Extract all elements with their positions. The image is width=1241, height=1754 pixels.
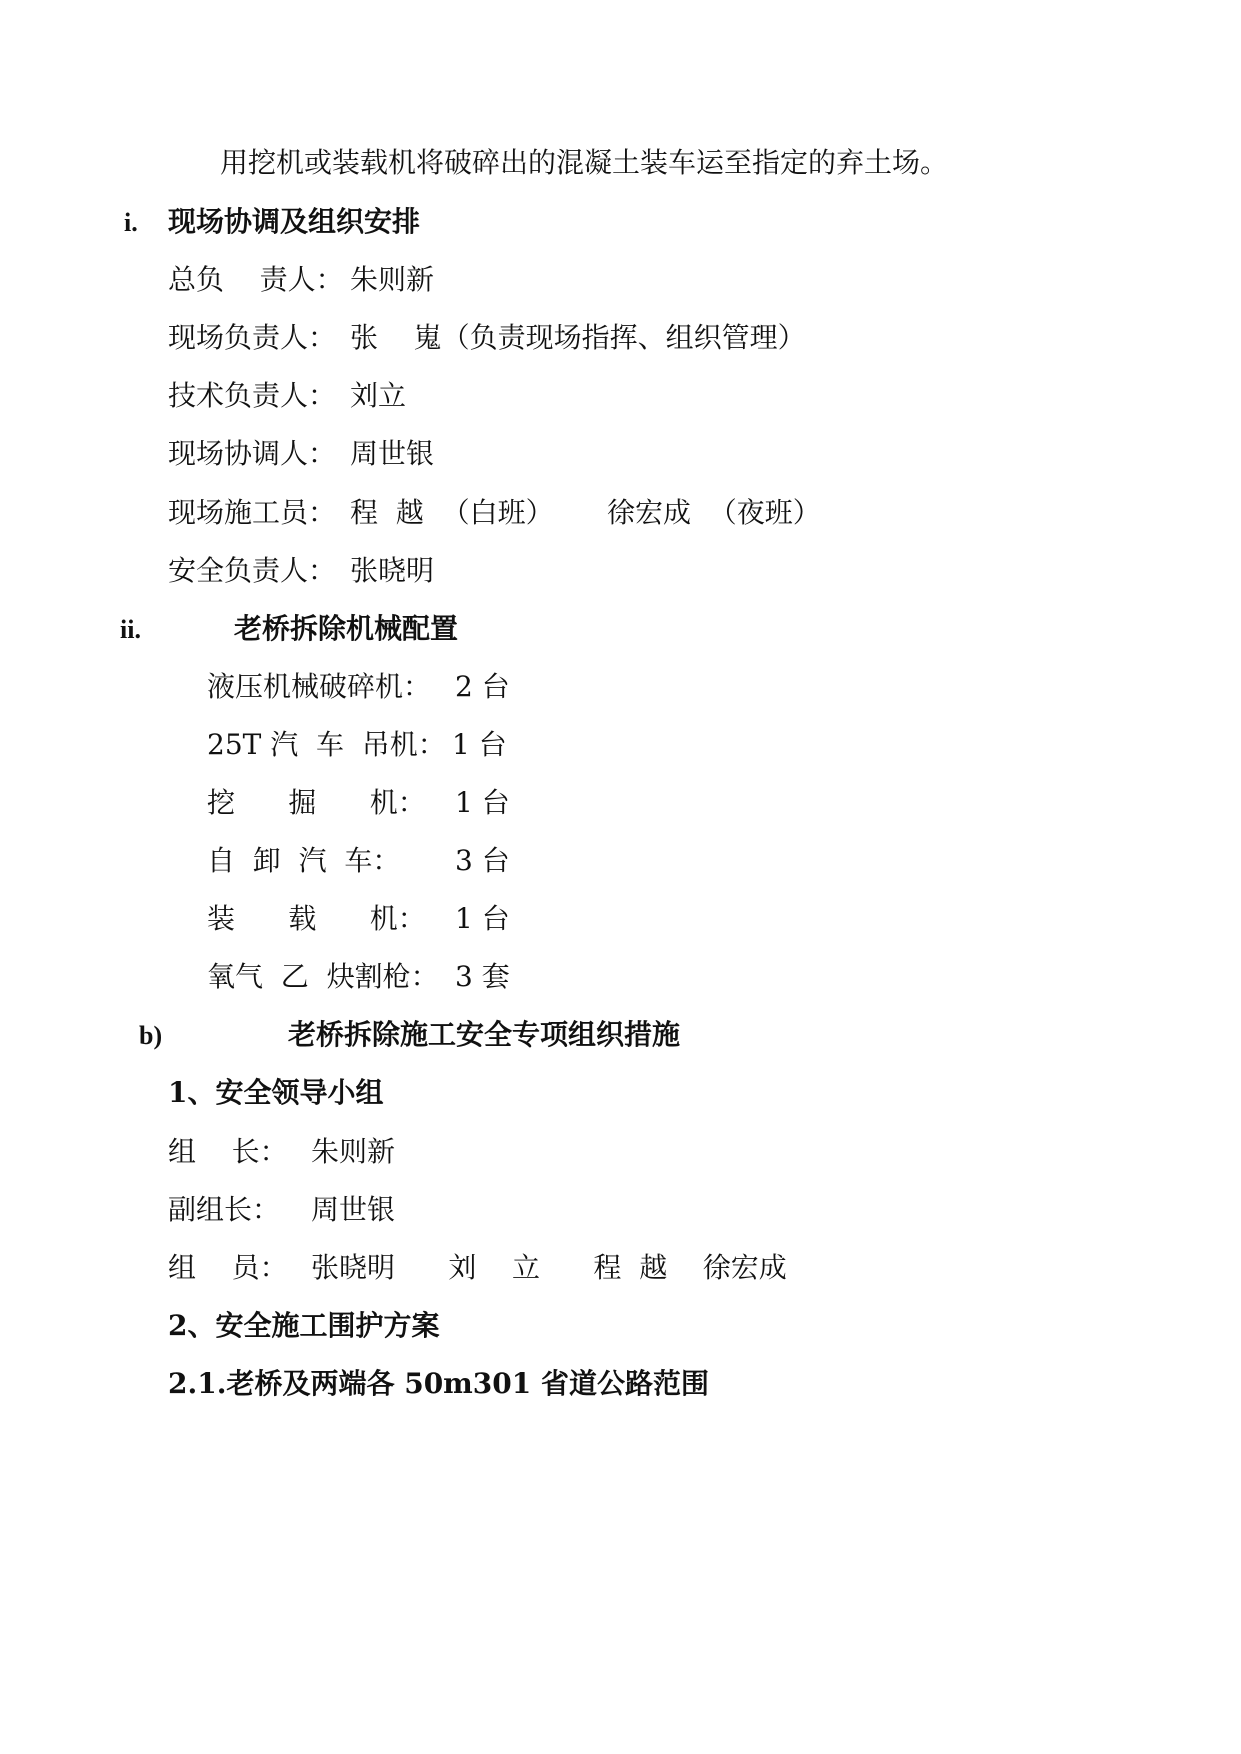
staff-label: 现场协调人：	[168, 437, 337, 470]
machine-label: 装 载 机：	[207, 902, 426, 935]
leader-label: 组 员：	[168, 1251, 288, 1284]
staff-label: 安全负责人：	[168, 554, 337, 587]
machine-label: 氧气 乙 炔割枪：	[207, 960, 439, 993]
section-b-title: 老桥拆除施工安全专项组织措施	[288, 1018, 681, 1051]
machine-count: 1 台	[455, 902, 510, 935]
machine-count: 1 台	[452, 728, 507, 761]
staff-label: 现场负责人：	[168, 321, 337, 354]
staff-value: 周世银	[350, 437, 435, 470]
staff-value: 程 越 （白班） 徐宏成 （夜班）	[350, 496, 821, 529]
intro-paragraph: 用挖机或装载机将破碎出的混凝土装车运至指定的弃土场。	[220, 146, 949, 179]
section-ii-title: 老桥拆除机械配置	[234, 612, 459, 645]
machine-label: 挖 掘 机：	[207, 786, 426, 819]
leader-value: 周世银	[311, 1193, 396, 1226]
subsection-1-title: 1、安全领导小组	[168, 1076, 384, 1109]
staff-value: 张晓明	[350, 554, 435, 587]
staff-value: 刘立	[350, 379, 407, 412]
subsection-2-1-title: 2.1.老桥及两端各 50m301 省道公路范围	[168, 1367, 709, 1400]
leader-label: 组 长：	[168, 1135, 288, 1168]
machine-count: 2 台	[455, 670, 510, 703]
staff-value: 朱则新	[350, 263, 435, 296]
leader-value: 张晓明 刘 立 程 越 徐宏成	[311, 1251, 787, 1284]
machine-count: 1 台	[455, 786, 510, 819]
staff-label: 总负 责人：	[168, 263, 344, 296]
section-ii-marker: ii.	[120, 615, 141, 644]
leader-value: 朱则新	[311, 1135, 396, 1168]
machine-label: 液压机械破碎机：	[207, 670, 432, 703]
machine-label: 25T 汽 车 吊机：	[207, 728, 446, 761]
subsection-2-title: 2、安全施工围护方案	[168, 1309, 440, 1342]
machine-label: 自 卸 汽 车：	[207, 844, 401, 877]
machine-count: 3 套	[455, 960, 510, 993]
section-b-marker: b)	[139, 1021, 163, 1050]
staff-value: 张 嵬（负责现场指挥、组织管理）	[350, 321, 806, 354]
section-i-title: 现场协调及组织安排	[168, 205, 421, 238]
section-i-marker: i.	[124, 208, 138, 237]
staff-label: 技术负责人：	[168, 379, 337, 412]
staff-label: 现场施工员：	[168, 496, 337, 529]
leader-label: 副组长：	[168, 1193, 281, 1226]
machine-count: 3 台	[455, 844, 510, 877]
